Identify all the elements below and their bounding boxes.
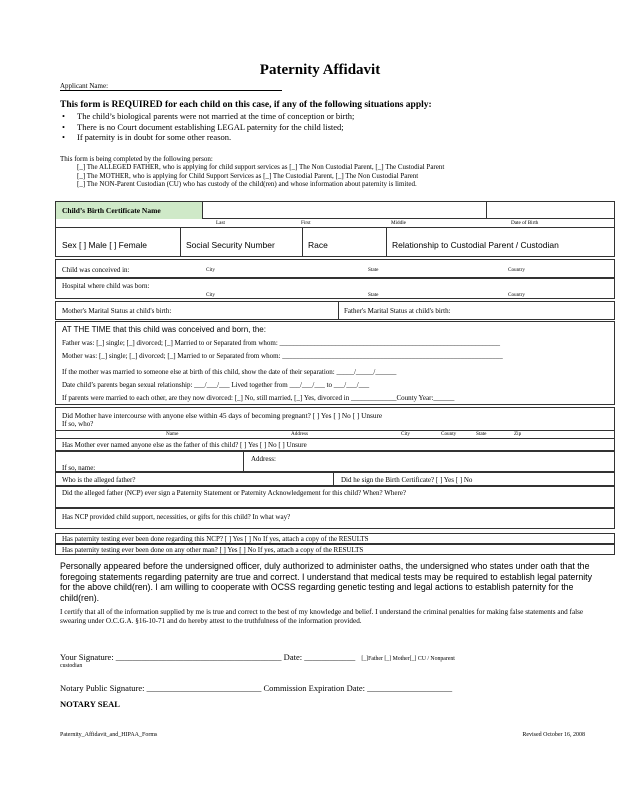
address-sub-label: Address bbox=[291, 431, 309, 437]
sex-field[interactable]: Sex [ ] Male [ ] Female bbox=[62, 240, 148, 250]
situation-item: • There is no Court document establishing LEGAL paternity for the child listed; bbox=[62, 122, 354, 133]
dob-label: Date of Birth bbox=[511, 220, 539, 226]
your-signature-label: Your Signature: _______________________________________ Date: ____________ bbox=[60, 652, 356, 662]
footer-revision: Revised October 16, 2008 bbox=[522, 732, 585, 738]
intercourse-question[interactable]: Did Mother have intercourse with anyone else within 45 days of becoming pregnant? [ ] Yes [ ] No [ ] Unsure bbox=[62, 411, 383, 420]
county-sub-label: County bbox=[441, 431, 457, 437]
ncp-support-question: Has NCP provided child support, necessities, or gifts for this child? In what way? bbox=[62, 513, 291, 521]
middle-name-label: Middle bbox=[391, 220, 406, 226]
ssn-field[interactable]: Social Security Number bbox=[186, 240, 275, 250]
testing-ncp-row bbox=[55, 533, 615, 544]
certify-paragraph: I certify that all of the information supplied by me is true and correct to the best of my knowledge and belief. I understand the criminal penalties for making false statements and false swearing under O.C.G.A. §16-10-71 and do hereby attest to the truthfulness of the information provided. bbox=[60, 608, 584, 625]
acknowledgement-row bbox=[55, 486, 615, 508]
country-label: Country bbox=[508, 267, 526, 273]
father-was-field[interactable]: Father was: [_] single; [_] divorced; [_] Married to or Separated from whom: _______________________________________________________________ bbox=[62, 339, 501, 347]
address-label: Address: bbox=[251, 455, 276, 463]
zip-sub-label: Zip bbox=[514, 431, 522, 437]
birth-cert-label: Child’s Birth Certificate Name bbox=[62, 206, 161, 215]
notary-seal-label: NOTARY SEAL bbox=[60, 699, 120, 709]
completed-by-intro: This form is being completed by the following person: bbox=[60, 155, 213, 163]
alleged-father-label: Who is the alleged father? bbox=[62, 476, 136, 484]
hospital-row bbox=[55, 278, 615, 299]
divorce-field[interactable]: If parents were married to each other, are they now divorced: [_] No, still married, [_] Yes, divorced in _____________County Year:______ bbox=[62, 394, 455, 402]
father-marital-label: Father's Marital Status at child's birth: bbox=[344, 307, 451, 315]
birth-cert-row bbox=[55, 201, 615, 219]
last-name-label: Last bbox=[216, 220, 225, 226]
applicant-name-label: Applicant Name: bbox=[60, 82, 109, 90]
at-the-time-heading: AT THE TIME that this child was conceived and born, the: bbox=[62, 325, 266, 334]
notary-signature-line[interactable]: Notary Public Signature: ___________________________ Commission Expiration Date: ____________________ bbox=[60, 683, 453, 693]
state-sub-label: State bbox=[476, 431, 487, 437]
footer-form-name: Paternity_Affidavit_and_HIPAA_Forms bbox=[60, 732, 158, 738]
completed-by-option[interactable]: [_] The ALLEGED FATHER, who is applying for child support services as [_] The Non Custodial Parent, [_] The Custodial Parent bbox=[77, 163, 445, 172]
mother-was-field[interactable]: Mother was: [_] single; [_] divorced; [_] Married to or Separated from whom: _______________________________________________________________ bbox=[62, 352, 503, 360]
completed-by-option[interactable]: [_] The NON-Parent Custodian (CU) who has custody of the child(ren) and whose information about paternity is limited. bbox=[77, 179, 417, 188]
city-label: City bbox=[206, 292, 215, 298]
name-subheader-row bbox=[55, 219, 615, 227]
other-father-row bbox=[55, 451, 615, 472]
if-so-name-label: If so, name: bbox=[62, 464, 96, 472]
name-sub-label: Name bbox=[166, 431, 179, 437]
testing-ncp-question[interactable]: Has paternity testing ever been done regarding this NCP? [ ] Yes [ ] No If yes, attach a copy of the RESULTS bbox=[62, 535, 369, 543]
race-field[interactable]: Race bbox=[308, 240, 328, 250]
alleged-father-row bbox=[55, 472, 615, 486]
city-label: City bbox=[206, 267, 215, 273]
state-label: State bbox=[368, 267, 379, 273]
relationship-field[interactable]: Relationship to Custodial Parent / Custodian bbox=[392, 240, 559, 250]
situation-item: • The child’s biological parents were not married at the time of conception or birth; bbox=[62, 111, 354, 122]
signed-birth-cert-question[interactable]: Did he sign the Birth Certificate? [ ] Yes [ ] No bbox=[341, 476, 473, 484]
conceived-label: Child was conceived in: bbox=[62, 266, 130, 274]
applicant-name-line[interactable] bbox=[60, 90, 282, 91]
acknowledgement-question: Did the alleged father (NCP) ever sign a Paternity Statement or Paternity Acknowledgement for this child? When? Where? bbox=[62, 489, 406, 497]
oath-paragraph: Personally appeared before the undersigned officer, duly authorized to administer oaths, the undersigned who states under oath that the foregoing statements regarding paternity are true and correct. I understand that medical tests may be required to establish legal paternity for the above child(ren). I am willing to cooperate with OCSS regarding genetic testing and legal actions to establish paternity for the child(ren). bbox=[60, 561, 593, 603]
state-label: State bbox=[368, 292, 379, 298]
conceived-row bbox=[55, 259, 615, 278]
situations-list bbox=[62, 111, 354, 143]
named-other-row bbox=[55, 438, 615, 451]
separation-date-field[interactable]: If the mother was married to someone else at birth of this child, show the date of their separation: _____/_____/______ bbox=[62, 368, 397, 376]
named-other-question[interactable]: Has Mother ever named anyone else as the father of this child? [ ] Yes [ ] No [ ] Unsure bbox=[62, 441, 307, 449]
completed-by-option[interactable]: [_] The MOTHER, who is applying for Child Support Services as [_] The Custodial Parent, [_] The Non Custodial Parent bbox=[77, 171, 419, 180]
completed-by-section bbox=[60, 155, 444, 188]
required-statement: This form is REQUIRED for each child on this case, if any of the following situations apply: bbox=[60, 100, 432, 110]
page-title: Paternity Affidavit bbox=[259, 62, 381, 78]
first-name-label: First bbox=[301, 220, 311, 226]
who-subheader-row bbox=[55, 431, 615, 438]
intercourse-row bbox=[55, 407, 615, 431]
country-label: Country bbox=[508, 292, 526, 298]
relationship-dates-field[interactable]: Date child’s parents began sexual relationship: ___/___/___ Lived together from ___/___/___ to ___/___/___ bbox=[62, 381, 370, 389]
sex-ssn-row bbox=[55, 227, 615, 257]
testing-other-row bbox=[55, 544, 615, 555]
custodian-label: custodian bbox=[60, 663, 83, 669]
at-the-time-block bbox=[55, 321, 615, 405]
marital-status-row bbox=[55, 301, 615, 320]
mother-marital-label: Mother's Marital Status at child's birth: bbox=[62, 307, 172, 315]
hospital-label: Hospital where child was born: bbox=[62, 282, 150, 290]
if-so-who-label: If so, who? bbox=[62, 420, 94, 428]
ncp-support-row bbox=[55, 508, 615, 529]
testing-other-question[interactable]: Has paternity testing ever been done on any other man? [ ] Yes [ ] No If yes, attach a copy of the RESULTS bbox=[62, 546, 364, 554]
city-sub-label: City bbox=[401, 431, 410, 437]
situation-item: • If paternity is in doubt for some other reason. bbox=[62, 132, 354, 143]
signer-role-options[interactable]: [_]Father [_] Mother[_] CU / Nonparent bbox=[361, 656, 455, 662]
your-signature-line[interactable] bbox=[60, 652, 455, 662]
